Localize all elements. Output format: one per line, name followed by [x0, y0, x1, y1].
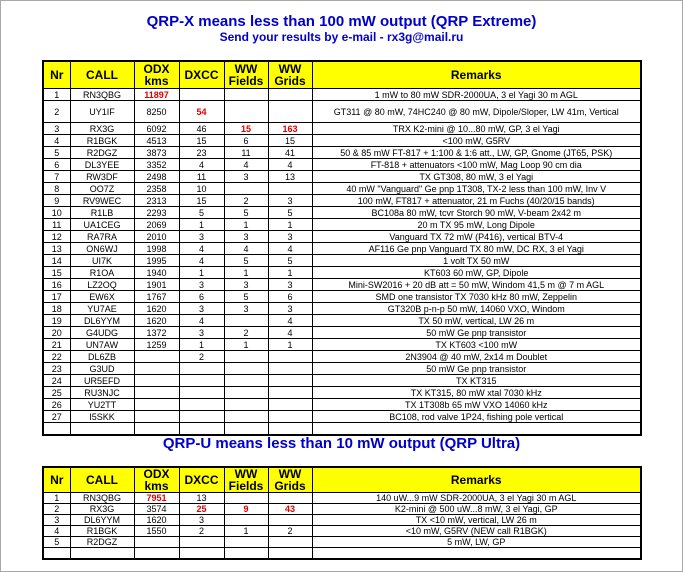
cell-nr: 7: [43, 171, 70, 183]
cell-ww-fields: [224, 493, 268, 504]
cell-dxcc: [179, 375, 224, 387]
cell-remarks: TX KT315: [312, 375, 641, 387]
table-row: [43, 537, 641, 548]
cell-nr: 4: [43, 135, 70, 147]
qrpx-header-odx: ODX kms: [134, 61, 179, 89]
cell-ww-fields: [224, 89, 268, 101]
cell-call: EW6X: [70, 291, 134, 303]
cell-remarks: Mini-SW2016 + 20 dB att = 50 mW, Windom 41,5 m @ 7 m AGL: [312, 279, 641, 291]
cell-call: DL6YYM: [70, 315, 134, 327]
cell-nr: 2: [43, 101, 70, 123]
cell-odx: 1550: [134, 526, 179, 537]
cell-remarks: SMD one transistor TX 7030 kHz 80 mW, Zeppelin: [312, 291, 641, 303]
cell-nr: 2: [43, 504, 70, 515]
cell-remarks: BC108, rod valve 1P24, fishing pole vertical: [312, 411, 641, 423]
cell-ww-fields: 9: [224, 504, 268, 515]
cell-odx: [134, 548, 179, 560]
table-row: [43, 147, 641, 159]
cell-odx: 3873: [134, 147, 179, 159]
cell-dxcc: 3: [179, 515, 224, 526]
table-row: [43, 183, 641, 195]
cell-ww-fields: 5: [224, 291, 268, 303]
cell-call: OO7Z: [70, 183, 134, 195]
cell-odx: [134, 411, 179, 423]
cell-dxcc: [179, 423, 224, 436]
table-row: [43, 89, 641, 101]
cell-odx: 1620: [134, 303, 179, 315]
cell-remarks: TX GT308, 80 mW, 3 el Yagi: [312, 171, 641, 183]
cell-dxcc: 1: [179, 339, 224, 351]
cell-call: YU2TT: [70, 399, 134, 411]
cell-ww-grids: [268, 537, 312, 548]
cell-odx: 2358: [134, 183, 179, 195]
cell-ww-grids: 3: [268, 231, 312, 243]
cell-ww-grids: 4: [268, 315, 312, 327]
cell-dxcc: 13: [179, 493, 224, 504]
cell-odx: 3574: [134, 504, 179, 515]
cell-odx: 1995: [134, 255, 179, 267]
cell-ww-grids: [268, 548, 312, 560]
cell-remarks: 50 mW Ge pnp transistor: [312, 363, 641, 375]
cell-dxcc: 3: [179, 279, 224, 291]
cell-call: RX3G: [70, 123, 134, 135]
cell-nr: 9: [43, 195, 70, 207]
cell-ww-fields: 11: [224, 147, 268, 159]
cell-dxcc: 4: [179, 243, 224, 255]
cell-call: RX3G: [70, 504, 134, 515]
cell-nr: 14: [43, 255, 70, 267]
cell-call: UI7K: [70, 255, 134, 267]
cell-ww-fields: 3: [224, 279, 268, 291]
cell-dxcc: 6: [179, 291, 224, 303]
qrpu-table-body: [43, 493, 641, 560]
cell-odx: [134, 537, 179, 548]
cell-nr: [43, 548, 70, 560]
cell-remarks: 1 mW to 80 mW SDR-2000UA, 3 el Yagi 30 m AGL: [312, 89, 641, 101]
cell-dxcc: 5: [179, 207, 224, 219]
cell-odx: 1767: [134, 291, 179, 303]
cell-odx: 1620: [134, 515, 179, 526]
qrpu-header-call: CALL: [70, 467, 134, 493]
cell-ww-fields: [224, 351, 268, 363]
cell-nr: 3: [43, 123, 70, 135]
cell-remarks: AF116 Ge pnp Vanguard TX 80 mW, DC RX, 3 el Yagi: [312, 243, 641, 255]
table-row: [43, 159, 641, 171]
cell-ww-grids: [268, 493, 312, 504]
qrpu-header-row: [43, 467, 641, 493]
cell-ww-grids: 6: [268, 291, 312, 303]
cell-odx: 8250: [134, 101, 179, 123]
cell-dxcc: 10: [179, 183, 224, 195]
cell-odx: 2069: [134, 219, 179, 231]
cell-dxcc: 25: [179, 504, 224, 515]
cell-nr: 25: [43, 387, 70, 399]
cell-ww-grids: [268, 363, 312, 375]
cell-nr: 20: [43, 327, 70, 339]
cell-dxcc: 1: [179, 219, 224, 231]
cell-remarks: 40 mW "Vanguard" Ge pnp 1T308, TX-2 less than 100 mW, Inv V: [312, 183, 641, 195]
cell-ww-grids: 3: [268, 195, 312, 207]
table-row: [43, 303, 641, 315]
cell-ww-fields: [224, 399, 268, 411]
cell-call: UY1IF: [70, 101, 134, 123]
qrpx-table-body: [43, 89, 641, 436]
cell-remarks: TX 1T308b 65 mW VXO 14060 kHz: [312, 399, 641, 411]
table-row: [43, 195, 641, 207]
table-row: [43, 207, 641, 219]
cell-ww-fields: 4: [224, 159, 268, 171]
cell-remarks: 2N3904 @ 40 mW, 2x14 m Doublet: [312, 351, 641, 363]
table-row: [43, 515, 641, 526]
qrpx-title: QRP-X means less than 100 mW output (QRP Extreme): [146, 13, 537, 30]
cell-odx: [134, 375, 179, 387]
cell-remarks: TX KT315, 80 mW xtal 7030 kHz: [312, 387, 641, 399]
cell-ww-fields: [224, 411, 268, 423]
cell-remarks: <10 mW, G5RV (NEW call R1BGK): [312, 526, 641, 537]
cell-remarks: TX <10 mW, vertical, LW 26 m: [312, 515, 641, 526]
cell-nr: 15: [43, 267, 70, 279]
cell-ww-grids: 163: [268, 123, 312, 135]
cell-nr: 3: [43, 515, 70, 526]
qrpx-table: [42, 60, 642, 436]
cell-ww-grids: 1: [268, 339, 312, 351]
cell-remarks: TX KT603 <100 mW: [312, 339, 641, 351]
cell-call: G4UDG: [70, 327, 134, 339]
cell-ww-grids: 43: [268, 504, 312, 515]
cell-ww-fields: 1: [224, 339, 268, 351]
cell-nr: 24: [43, 375, 70, 387]
cell-dxcc: [179, 411, 224, 423]
cell-nr: 16: [43, 279, 70, 291]
cell-nr: [43, 423, 70, 436]
cell-nr: 1: [43, 89, 70, 101]
cell-remarks: TRX K2-mini @ 10...80 mW, GP, 3 el Yagi: [312, 123, 641, 135]
cell-nr: 5: [43, 147, 70, 159]
cell-odx: 2010: [134, 231, 179, 243]
cell-ww-fields: [224, 423, 268, 436]
qrpu-header-odx: ODX kms: [134, 467, 179, 493]
cell-ww-fields: 15: [224, 123, 268, 135]
cell-call: DL6ZB: [70, 351, 134, 363]
table-row: [43, 327, 641, 339]
cell-call: R2DGZ: [70, 537, 134, 548]
cell-dxcc: 4: [179, 159, 224, 171]
cell-nr: 4: [43, 526, 70, 537]
qrpx-header-ww-fields: WW Fields: [224, 61, 268, 89]
qrpx-header-dxcc: DXCC: [179, 61, 224, 89]
cell-remarks: GT311 @ 80 mW, 74HC240 @ 80 mW, Dipole/Sloper, LW 41m, Vertical: [312, 101, 641, 123]
qrpx-header-row: [43, 61, 641, 89]
cell-ww-fields: [224, 548, 268, 560]
cell-ww-grids: 4: [268, 159, 312, 171]
cell-nr: 11: [43, 219, 70, 231]
cell-ww-fields: [224, 537, 268, 548]
cell-call: [70, 548, 134, 560]
cell-remarks: 140 uW...9 mW SDR-2000UA, 3 el Yagi 30 m AGL: [312, 493, 641, 504]
cell-dxcc: [179, 387, 224, 399]
cell-ww-grids: [268, 399, 312, 411]
cell-ww-fields: 1: [224, 526, 268, 537]
table-row: [43, 504, 641, 515]
cell-ww-fields: [224, 375, 268, 387]
cell-dxcc: 11: [179, 171, 224, 183]
cell-dxcc: 46: [179, 123, 224, 135]
cell-nr: 18: [43, 303, 70, 315]
table-row: [43, 243, 641, 255]
cell-odx: 2313: [134, 195, 179, 207]
cell-odx: 4513: [134, 135, 179, 147]
cell-ww-grids: [268, 387, 312, 399]
table-row: [43, 387, 641, 399]
cell-ww-grids: 3: [268, 303, 312, 315]
cell-dxcc: 4: [179, 255, 224, 267]
table-row: [43, 423, 641, 436]
cell-ww-fields: [224, 183, 268, 195]
cell-odx: [134, 351, 179, 363]
cell-odx: [134, 399, 179, 411]
cell-remarks: 100 mW, FT817 + attenuator, 21 m Fuchs (40/20/15 bands): [312, 195, 641, 207]
cell-remarks: Vanguard TX 72 mW (P416), vertical BTV-4: [312, 231, 641, 243]
cell-ww-grids: 5: [268, 207, 312, 219]
cell-ww-fields: 6: [224, 135, 268, 147]
cell-remarks: 50 mW Ge pnp transistor: [312, 327, 641, 339]
cell-dxcc: 3: [179, 303, 224, 315]
cell-ww-grids: 41: [268, 147, 312, 159]
table-row: [43, 171, 641, 183]
cell-remarks: <100 mW, G5RV: [312, 135, 641, 147]
cell-remarks: 50 & 85 mW FT-817 + 1:100 & 1:6 att., LW, GP, Gnome (JT65, PSK): [312, 147, 641, 159]
cell-nr: 23: [43, 363, 70, 375]
table-row: [43, 123, 641, 135]
cell-call: R1LB: [70, 207, 134, 219]
qrpx-header-ww-grids: WW Grids: [268, 61, 312, 89]
cell-odx: 2498: [134, 171, 179, 183]
cell-ww-fields: 1: [224, 267, 268, 279]
qrpu-title: QRP-U means less than 10 mW output (QRP Ultra): [162, 435, 521, 452]
cell-ww-fields: 3: [224, 171, 268, 183]
cell-ww-grids: [268, 101, 312, 123]
cell-ww-grids: 4: [268, 243, 312, 255]
table-row: [43, 399, 641, 411]
cell-call: [70, 423, 134, 436]
cell-remarks: [312, 548, 641, 560]
cell-nr: 19: [43, 315, 70, 327]
cell-call: ON6WJ: [70, 243, 134, 255]
cell-ww-grids: [268, 183, 312, 195]
qrpu-header-nr: Nr: [43, 467, 70, 493]
qrpu-header-ww-fields: WW Fields: [224, 467, 268, 493]
cell-ww-grids: 3: [268, 279, 312, 291]
cell-remarks: FT-818 + attenuators <100 mW, Mag Loop 90 cm dia: [312, 159, 641, 171]
cell-ww-grids: 1: [268, 219, 312, 231]
qrpu-header-ww-grids: WW Grids: [268, 467, 312, 493]
cell-call: R2DGZ: [70, 147, 134, 159]
cell-ww-grids: 15: [268, 135, 312, 147]
cell-odx: [134, 387, 179, 399]
cell-ww-grids: 1: [268, 267, 312, 279]
cell-remarks: K2-mini @ 500 uW...8 mW, 3 el Yagi, GP: [312, 504, 641, 515]
cell-call: I5SKK: [70, 411, 134, 423]
table-row: [43, 548, 641, 560]
cell-remarks: TX 50 mW, vertical, LW 26 m: [312, 315, 641, 327]
cell-remarks: KT603 60 mW, GP, Dipole: [312, 267, 641, 279]
cell-call: UA1CEG: [70, 219, 134, 231]
cell-ww-grids: 4: [268, 327, 312, 339]
qrpx-header-nr: Nr: [43, 61, 70, 89]
qrpu-header-dxcc: DXCC: [179, 467, 224, 493]
table-row: [43, 135, 641, 147]
cell-remarks: GT320B p-n-p 50 mW, 14060 VXO, Windom: [312, 303, 641, 315]
qrpu-table: [42, 466, 642, 560]
cell-remarks: 5 mW, LW, GP: [312, 537, 641, 548]
cell-call: RA7RA: [70, 231, 134, 243]
cell-call: RN3QBG: [70, 493, 134, 504]
cell-ww-grids: [268, 411, 312, 423]
cell-ww-grids: 13: [268, 171, 312, 183]
cell-dxcc: 15: [179, 135, 224, 147]
cell-dxcc: 2: [179, 526, 224, 537]
cell-nr: 5: [43, 537, 70, 548]
cell-nr: 27: [43, 411, 70, 423]
cell-odx: 2293: [134, 207, 179, 219]
cell-nr: 22: [43, 351, 70, 363]
qrpx-header-call: CALL: [70, 61, 134, 89]
cell-call: RU3NJC: [70, 387, 134, 399]
cell-call: UN7AW: [70, 339, 134, 351]
cell-ww-fields: [224, 363, 268, 375]
cell-ww-grids: [268, 375, 312, 387]
cell-call: YU7AE: [70, 303, 134, 315]
cell-ww-fields: [224, 387, 268, 399]
cell-nr: 21: [43, 339, 70, 351]
cell-dxcc: 23: [179, 147, 224, 159]
cell-odx: [134, 363, 179, 375]
cell-odx: 1901: [134, 279, 179, 291]
cell-dxcc: [179, 548, 224, 560]
cell-dxcc: 4: [179, 315, 224, 327]
cell-nr: 8: [43, 183, 70, 195]
cell-dxcc: [179, 89, 224, 101]
table-row: [43, 526, 641, 537]
table-row: [43, 101, 641, 123]
cell-odx: 3352: [134, 159, 179, 171]
cell-ww-grids: [268, 515, 312, 526]
cell-dxcc: [179, 399, 224, 411]
cell-ww-fields: [224, 515, 268, 526]
cell-odx: 1998: [134, 243, 179, 255]
qrpu-header-remarks: Remarks: [312, 467, 641, 493]
cell-ww-fields: 5: [224, 207, 268, 219]
cell-call: UR5EFD: [70, 375, 134, 387]
cell-call: DL6YYM: [70, 515, 134, 526]
cell-dxcc: 2: [179, 351, 224, 363]
cell-call: RN3QBG: [70, 89, 134, 101]
cell-remarks: 1 volt TX 50 mW: [312, 255, 641, 267]
cell-nr: 12: [43, 231, 70, 243]
cell-odx: 1259: [134, 339, 179, 351]
cell-ww-grids: 5: [268, 255, 312, 267]
cell-call: R1BGK: [70, 526, 134, 537]
table-row: [43, 219, 641, 231]
cell-ww-fields: 2: [224, 327, 268, 339]
cell-ww-grids: [268, 89, 312, 101]
cell-dxcc: [179, 363, 224, 375]
cell-ww-fields: [224, 315, 268, 327]
cell-odx: 11897: [134, 89, 179, 101]
cell-odx: [134, 423, 179, 436]
table-row: [43, 315, 641, 327]
cell-call: R1OA: [70, 267, 134, 279]
qrpx-header-remarks: Remarks: [312, 61, 641, 89]
cell-remarks: [312, 423, 641, 436]
table-row: [43, 351, 641, 363]
cell-odx: 1940: [134, 267, 179, 279]
table-row: [43, 279, 641, 291]
cell-ww-fields: [224, 101, 268, 123]
table-row: [43, 493, 641, 504]
cell-odx: 7951: [134, 493, 179, 504]
table-row: [43, 363, 641, 375]
table-row: [43, 267, 641, 279]
table-row: [43, 231, 641, 243]
table-row: [43, 339, 641, 351]
table-row: [43, 255, 641, 267]
cell-dxcc: 1: [179, 267, 224, 279]
cell-call: RW3DF: [70, 171, 134, 183]
cell-dxcc: 54: [179, 101, 224, 123]
cell-nr: 6: [43, 159, 70, 171]
qrpx-subtitle: Send your results by e-mail - rx3g@mail.ru: [219, 30, 464, 44]
cell-call: R1BGK: [70, 135, 134, 147]
table-row: [43, 411, 641, 423]
cell-call: G3UD: [70, 363, 134, 375]
cell-nr: 13: [43, 243, 70, 255]
cell-remarks: 20 m TX 95 mW, Long Dipole: [312, 219, 641, 231]
cell-ww-fields: 3: [224, 303, 268, 315]
cell-nr: 10: [43, 207, 70, 219]
cell-dxcc: 3: [179, 231, 224, 243]
cell-nr: 1: [43, 493, 70, 504]
cell-ww-fields: 4: [224, 243, 268, 255]
cell-ww-grids: 2: [268, 526, 312, 537]
table-row: [43, 375, 641, 387]
cell-ww-fields: 3: [224, 231, 268, 243]
cell-ww-grids: [268, 423, 312, 436]
cell-dxcc: [179, 537, 224, 548]
cell-odx: 6092: [134, 123, 179, 135]
cell-call: RV9WEC: [70, 195, 134, 207]
cell-dxcc: 3: [179, 327, 224, 339]
cell-dxcc: 15: [179, 195, 224, 207]
cell-remarks: BC108a 80 mW, tcvr Storch 90 mW, V-beam 2x42 m: [312, 207, 641, 219]
cell-ww-grids: [268, 351, 312, 363]
cell-call: LZ2OQ: [70, 279, 134, 291]
cell-odx: 1620: [134, 315, 179, 327]
cell-ww-fields: 1: [224, 219, 268, 231]
cell-nr: 17: [43, 291, 70, 303]
table-row: [43, 291, 641, 303]
cell-nr: 26: [43, 399, 70, 411]
cell-odx: 1372: [134, 327, 179, 339]
cell-call: DL3YEE: [70, 159, 134, 171]
cell-ww-fields: 2: [224, 195, 268, 207]
cell-ww-fields: 5: [224, 255, 268, 267]
